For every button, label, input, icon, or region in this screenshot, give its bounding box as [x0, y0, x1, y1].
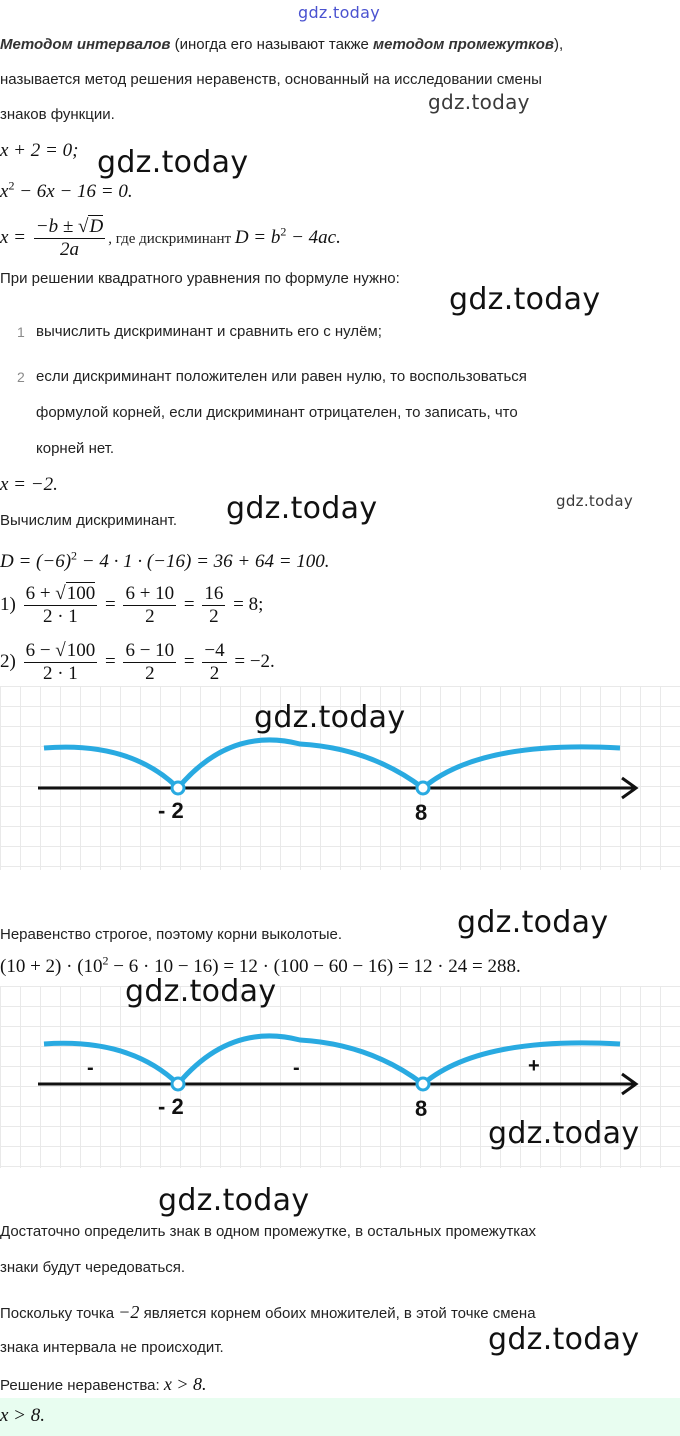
- quadratic-formula: x = $\frac{-b \pm √D}{2a}$ , где дискриминант $D = b^2 - 4ac$.: [0, 216, 341, 260]
- point-text-line-2: знака интервала не происходит.: [0, 1339, 224, 1356]
- point-label: 8: [415, 800, 428, 825]
- number-line-diagram-2: [0, 974, 680, 1168]
- watermark: gdz.today: [449, 282, 601, 317]
- interval-sign: -: [87, 1057, 94, 1079]
- interval-sign: -: [293, 1057, 300, 1079]
- watermark: gdz.today: [125, 974, 277, 1009]
- check-calc: $(10 + 2) \cdot (10^2 - 6 \cdot 10 - 16) = 12 \cdot (100 - 60 - 16) = 12 \cdot 24 = 288$.: [0, 953, 521, 977]
- strict-text: Неравенство строгое, поэтому корни выколотые.: [0, 926, 342, 943]
- answer-value: x > 8.: [0, 1405, 46, 1426]
- intro-text: (иногда его называют также: [170, 36, 374, 53]
- watermark: gdz.today: [158, 1183, 310, 1218]
- term-segment-method: методом промежутков: [373, 36, 554, 53]
- watermark: gdz.today: [428, 90, 530, 114]
- steps-intro: При решении квадратного уравнения по формуле нужно:: [0, 270, 400, 287]
- interval-sign: +: [528, 1055, 540, 1077]
- step-text: если дискриминант положителен или равен нулю, то воспользоваться: [36, 368, 527, 385]
- disc-intro: Вычислим дискриминант.: [0, 512, 177, 529]
- arc: [178, 740, 423, 788]
- discriminant-calc: $D = (-6)^2 - 4 \cdot 1 \cdot (-16) = 36 + 64 = 100$.: [0, 548, 330, 572]
- watermark: gdz.today: [254, 700, 406, 735]
- open-point: [417, 782, 429, 794]
- root-1-calc: 1) $\frac{6 + √100}{2 \cdot 1}$ = $\frac{6 + 10}{2}$ = $\frac{16}{2}$ = 8;: [0, 583, 264, 627]
- arc: [423, 747, 620, 788]
- watermark: gdz.today: [556, 492, 634, 510]
- arc: [178, 1036, 423, 1084]
- point-text-line-1: Поскольку точка −2 является корнем обоих множителей, в этой точке смена: [0, 1302, 536, 1322]
- step-number: 2: [17, 369, 25, 385]
- arc: [44, 747, 178, 788]
- root-2-calc: 2) $\frac{6 - √100}{2 \cdot 1}$ = $\frac{6 - 10}{2}$ = $\frac{-4}{2}$ = −2.: [0, 640, 275, 684]
- term-interval-method: Методом интервалов: [0, 36, 171, 53]
- alt-text-line-2: знаки будут чередоваться.: [0, 1259, 186, 1276]
- step-number: 1: [17, 324, 25, 340]
- watermark: gdz.today: [488, 1322, 640, 1357]
- watermark: gdz.today: [298, 3, 380, 22]
- root-linear: x = −2.: [0, 474, 58, 495]
- arc: [44, 1043, 178, 1084]
- intro-line-3: знаков функции.: [0, 106, 115, 123]
- step-text: вычислить дискриминант и сравнить его с нулём;: [36, 323, 382, 340]
- solution-line: Решение неравенства: x > 8.: [0, 1374, 207, 1394]
- alt-text-line-1: Достаточно определить знак в одном промежутке, в остальных промежутках: [0, 1223, 537, 1240]
- watermark: gdz.today: [226, 491, 378, 526]
- intro-line-1: [0, 36, 563, 53]
- open-point: [417, 1078, 429, 1090]
- watermark: gdz.today: [488, 1116, 640, 1151]
- watermark: gdz.today: [457, 905, 609, 940]
- answer-box: [0, 1398, 680, 1436]
- arc: [423, 1043, 620, 1084]
- open-point: [172, 782, 184, 794]
- intro-text-end: ),: [553, 36, 564, 53]
- point-label: - 2: [158, 1094, 184, 1119]
- equation-quadratic: $x^2 - 6x - 16 = 0$.: [0, 178, 133, 202]
- open-point: [172, 1078, 184, 1090]
- step-text: корней нет.: [36, 440, 115, 457]
- point-label: - 2: [158, 798, 184, 823]
- number-line-diagram-1: [0, 686, 680, 870]
- point-label: 8: [415, 1096, 428, 1121]
- intro-line-2: называется метод решения неравенств, основанный на исследовании смены: [0, 71, 542, 88]
- step-text: формулой корней, если дискриминант отрицателен, то записать, что: [36, 404, 518, 421]
- equation-linear: x + 2 = 0;: [0, 140, 79, 161]
- watermark: gdz.today: [97, 145, 249, 180]
